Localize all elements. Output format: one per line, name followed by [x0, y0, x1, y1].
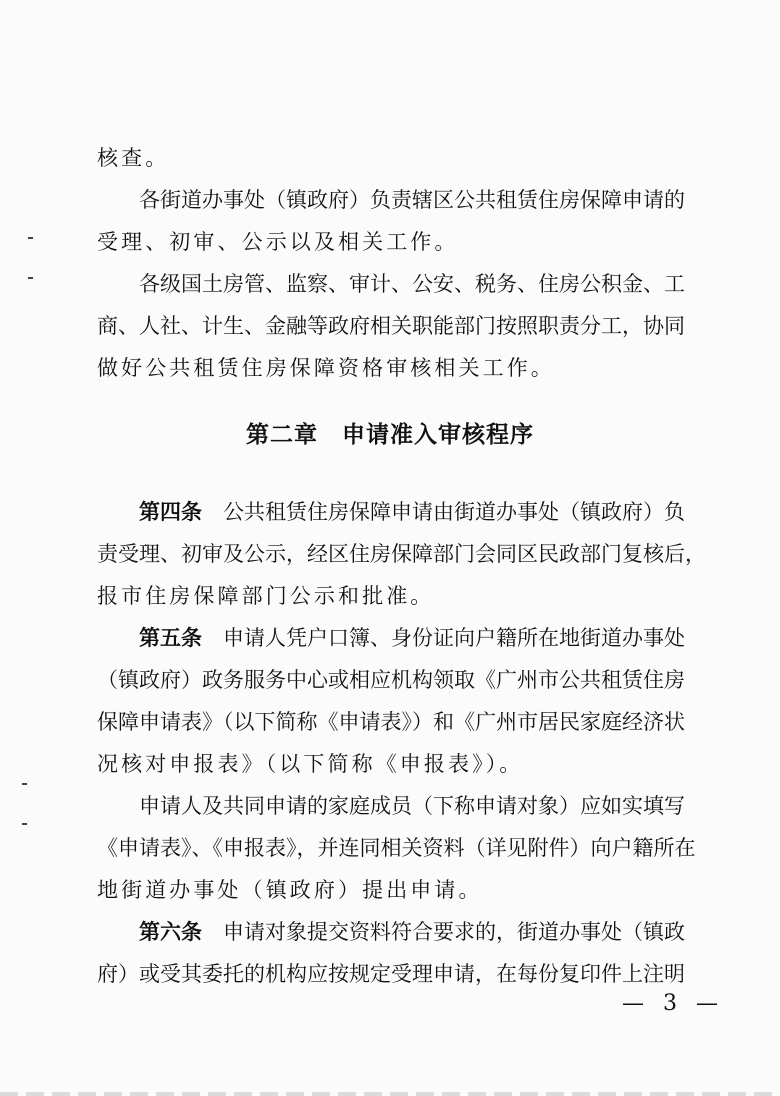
paragraph-line: 商、人社、计生、金融等政府相关职能部门按照职责分工，协同: [97, 314, 685, 338]
chapter-title: 第二章 申请准入审核程序: [246, 422, 534, 448]
article-4-label: 第四条: [139, 500, 202, 524]
paragraph-line: 责受理、初审及公示，经区住房保障部门会同区民政部门复核后，: [97, 542, 706, 566]
scan-edge: [0, 1092, 780, 1096]
paragraph-line: 地街道办事处（镇政府）提出申请。: [97, 878, 483, 902]
paragraph-line: 报市住房保障部门公示和批准。: [97, 584, 435, 608]
article-4-first-line: [97, 497, 683, 527]
paragraph-line: （镇政府）政务服务中心或相应机构领取《广州市公共租赁住房: [97, 668, 685, 692]
article-6-label: 第六条: [139, 920, 202, 944]
page-number: — 3 —: [622, 991, 724, 1016]
article-5-label: 第五条: [139, 626, 202, 650]
paragraph-line: 申请人及共同申请的家庭成员（下称申请对象）应如实填写: [97, 794, 685, 818]
paragraph-line: 受理、初审、公示以及相关工作。: [97, 230, 459, 254]
article-4-text: 公共租赁住房保障申请由街道办事处（镇政府）负: [202, 500, 685, 524]
margin-mark: [28, 237, 33, 239]
paragraph-line: 核查。: [97, 146, 170, 170]
article-6-first-line: [97, 917, 683, 947]
paragraph-line: 做好公共租赁住房保障资格审核相关工作。: [97, 356, 555, 380]
paragraph-line: 府）或受其委托的机构应按规定受理申请，在每份复印件上注明: [97, 962, 685, 986]
article-6-text: 申请对象提交资料符合要求的，街道办事处（镇政: [202, 920, 685, 944]
paragraph-line: 况核对申报表》（以下简称《申报表》）。: [97, 752, 524, 776]
paragraph-line: 各街道办事处（镇政府）负责辖区公共租赁住房保障申请的: [97, 188, 685, 212]
margin-mark: [28, 277, 33, 279]
article-5-first-line: [97, 623, 683, 653]
paragraph-line: 保障申请表》（以下简称《申请表》）和《广州市居民家庭经济状: [97, 710, 685, 734]
margin-mark: [22, 823, 27, 825]
article-5-text: 申请人凭户口簿、身份证向户籍所在地街道办事处: [202, 626, 685, 650]
margin-mark: [22, 783, 27, 785]
paragraph-line: 各级国土房管、监察、审计、公安、税务、住房公积金、工: [97, 272, 685, 296]
paragraph-line: 《申请表》、《申报表》，并连同相关资料（详见附件）向户籍所在: [97, 836, 696, 860]
